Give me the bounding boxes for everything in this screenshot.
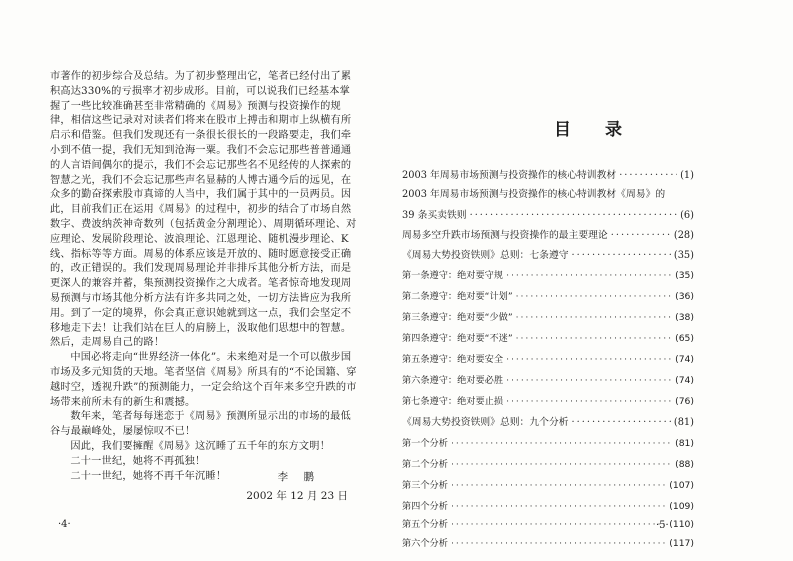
toc-entry-page: (88) [675, 459, 694, 470]
left-page [0, 0, 396, 561]
toc-entry-page: (36) [675, 291, 694, 302]
toc-leader [506, 375, 672, 386]
author-name: 李 鹏 [277, 471, 320, 483]
toc-leader [451, 459, 672, 470]
toc-entry-page: (81) [673, 417, 694, 428]
toc-entry-label: 第六个分析 [402, 538, 448, 549]
toc-entry [402, 414, 694, 428]
toc-entry [402, 372, 694, 386]
toc-entry-label: 第一条遵守：绝对要守规 [402, 270, 504, 281]
page-number-left: ·4· [58, 519, 71, 530]
toc-entry-page: (117) [669, 538, 694, 549]
toc-leader [506, 354, 672, 365]
toc-entry-page: (76) [675, 396, 694, 407]
toc-entry [402, 227, 694, 241]
toc-entry-label: 第一个分析 [402, 438, 448, 449]
toc-entry-label: 《周易大势投资铁则》总则：七条遵守 [402, 250, 569, 261]
toc-entry-page: (38) [675, 312, 694, 323]
toc-entry [402, 288, 694, 302]
toc-title: 目 录 [554, 120, 636, 140]
toc-leader [506, 396, 672, 407]
toc-entry-label: 第三个分析 [402, 480, 448, 491]
paragraph-4: 因此，我们要擁醒《周易》这沉睡了五千年的东方文明！ [70, 440, 331, 452]
toc-entry-page: (74) [675, 354, 694, 365]
toc-leader [451, 480, 666, 491]
toc-entry [402, 393, 694, 407]
toc-entry-label: 第五个分析 [402, 519, 448, 530]
toc-leader [506, 270, 672, 281]
toc-entry-label: 第七条遵守：绝对要止损 [402, 396, 504, 407]
toc-entry-page: (74) [675, 375, 694, 386]
toc-entry-page: (28) [673, 230, 694, 241]
toc-entry [402, 477, 694, 491]
toc-leader [516, 291, 673, 302]
toc-entry-label: 第二条遵守：绝对要“计划” [402, 291, 513, 302]
toc-leader [619, 170, 677, 181]
toc-leader [516, 333, 673, 344]
toc-entry-label: 第六条遵守：绝对要必胜 [402, 375, 504, 386]
toc-entry-page: (65) [675, 333, 694, 344]
page-number-right: ·5· [656, 520, 669, 531]
toc-entry-label: 第四个分析 [402, 501, 448, 512]
toc-entry-label: 第五条遵守：绝对要安全 [402, 354, 504, 365]
toc-entry [402, 435, 694, 449]
toc-leader [451, 501, 666, 512]
paragraph-5: 二十一世纪，她将不再孤独！ [70, 455, 206, 467]
toc-entry [402, 207, 694, 221]
preface-text [50, 70, 360, 484]
toc-entry-label: 《周易大势投资铁则》总则：九个分析 [402, 417, 569, 428]
toc-leader [451, 519, 666, 530]
toc-leader [470, 210, 678, 221]
toc-entry-page: (1) [680, 170, 694, 181]
toc-entry [402, 309, 694, 323]
toc-entry-label: 第三条遵守：绝对要“少做” [402, 312, 513, 323]
toc-leader [572, 417, 671, 428]
toc-entry [402, 247, 694, 261]
toc-entry-label: 周易多空升跌市场预测与投资操作的最主要理论 [402, 230, 608, 241]
toc-entry [402, 267, 694, 281]
toc-entry-page: (81) [675, 438, 694, 449]
toc-entry-page: (35) [673, 250, 694, 261]
toc-entry [402, 330, 694, 344]
paragraph-1: 市著作的初步综合及总结。为了初步整理出它，笔者已经付出了累积高达330%的亏损率才初步成形。目前，可以说我们已经基本掌握了一些比较准确甚至非常精确的《周易》预测与投资操作的规律，相信这些记录对对读者们将来在股市上搏击和期市上纵横有所启示和借鉴。但我们发现还有一条很长很长的一段路要走，我们牵小到不值一提，我们无知到沧海一粟。我们不会忘记那些普普通通的人言语间偶尔的提示，我们不会忘记那些名不见经传的人探索的智慧之光，我们不会忘记那些声名显赫的人博古通今后的远见，在众多的勤奋探索股市真谛的人当中，我们属于其中的一员两员。因此，目前我们正在运用《周易》的过程中，初步的结合了市场自然数字、费波纳茨神奇数列（包括黄金分割理论）、周期循环理论、对应理论、发展阶段理论、波浪理论、江恩理论、随机漫步理论、K线、指标等等方面。周易的体系应该是开放的、随时愿意接受正确的，改正错误的。我们发现周易理论并非排斥其他分析方法，而是更深人的兼容并蓄，集预测投资操作之大成者。笔者惊奇地发现周易预测与市场其他分析方法有许多共同之处，一切方法皆应为我所用。到了一定的境界，你会真正意识她就到这一点，我们会坚定不移地走下去！让我们站在巨人的肩膀上，汲取他们思想中的智慧。然后，走周易自己的路！ [50, 71, 357, 349]
toc-entry-label: 第四条遵守：绝对要“不迷” [402, 333, 513, 344]
toc-entry [402, 167, 694, 181]
toc-entry [402, 456, 694, 470]
toc-entry-label: 2003 年周易市场预测与投资操作的核心特训教材 [402, 170, 617, 181]
toc-entry [402, 535, 694, 549]
toc-leader [572, 250, 671, 261]
toc-leader [451, 438, 672, 449]
toc-entry-page: (6) [680, 210, 694, 221]
paragraph-2: 中国必将走向“世界经济一体化”。未来绝对是一个可以傲步国市场及多元知货的天地。笔者坚信《周易》所具有的“不论国籍、穿越时空，透视升跌”的预测能力，一定会给这个百年来多空升跌的市场带来前所未有的新生和震撼。 [50, 352, 357, 408]
toc-entry-label: 第二个分析 [402, 459, 448, 470]
toc-entry [402, 516, 694, 530]
paragraph-3: 数年来，笔者每每迷恋于《周易》预测所显示出的市场的最低谷与最巅峰处，屡屡惊叹不已！ [50, 411, 351, 438]
toc-entry-continued: 2003 年周易市场预测与投资操作的核心特训教材《周易》的 [402, 189, 666, 200]
toc-entry [402, 498, 694, 512]
toc-entry-page: (110) [669, 519, 694, 530]
toc-leader [611, 230, 671, 241]
signature-date: 2002 年 12 月 23 日 [246, 490, 348, 502]
toc-entry [402, 351, 694, 365]
toc-entry-page: (35) [675, 270, 694, 281]
toc-entry-page: (107) [669, 480, 694, 491]
paragraph-6: 二十一世纪，她将不再千年沉睡！ [70, 470, 227, 482]
toc-entry-page: (109) [669, 501, 694, 512]
toc-leader [516, 312, 673, 323]
toc-entry-label: 39 条买卖铁则 [402, 210, 467, 221]
toc-leader [451, 538, 666, 549]
